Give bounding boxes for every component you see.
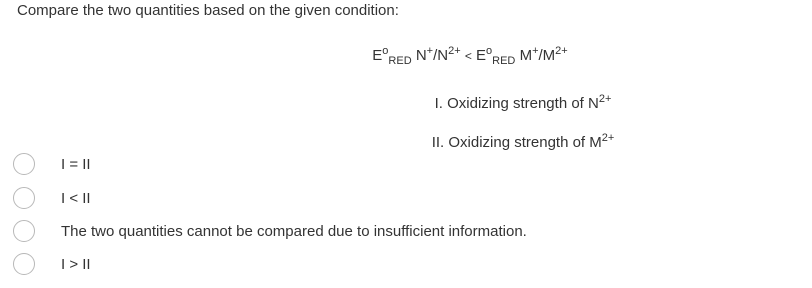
left-e: E bbox=[372, 47, 383, 64]
option-less-than-radio[interactable] bbox=[13, 187, 35, 209]
left-ion-n: N bbox=[415, 47, 427, 64]
option-equal-radio[interactable] bbox=[13, 153, 35, 175]
comparator-symbol: < bbox=[464, 49, 472, 63]
option-cannot-compare-label: The two quantities cannot be compared due to insufficient information. bbox=[61, 222, 527, 240]
option-less-than[interactable] bbox=[13, 186, 91, 210]
right-slash-m: /M bbox=[538, 47, 556, 64]
option-cannot-compare[interactable] bbox=[13, 219, 527, 243]
right-red-subscript: RED bbox=[492, 55, 516, 67]
statement-two-charge: 2+ bbox=[601, 132, 615, 144]
option-greater-than-radio[interactable] bbox=[13, 253, 35, 275]
left-slash-n: /N bbox=[433, 47, 449, 64]
right-ion-m2-charge: 2+ bbox=[555, 45, 568, 57]
option-greater-than[interactable] bbox=[13, 252, 91, 276]
statement-one-text: I. Oxidizing strength of N bbox=[434, 95, 599, 112]
right-ion-m: M bbox=[519, 47, 533, 64]
left-degree: o bbox=[382, 45, 389, 57]
question-prompt: Compare the two quantities based on the given condition: bbox=[17, 2, 399, 19]
statement-two-text: II. Oxidizing strength of M bbox=[431, 134, 602, 151]
option-greater-than-label: I > II bbox=[61, 255, 91, 273]
option-cannot-compare-radio[interactable] bbox=[13, 220, 35, 242]
option-equal-label: I = II bbox=[61, 155, 91, 173]
option-less-than-label: I < II bbox=[61, 189, 91, 207]
right-ion-m-charge: + bbox=[532, 45, 539, 57]
left-red-subscript: RED bbox=[388, 55, 412, 67]
statement-one bbox=[0, 88, 812, 115]
left-ion-n-charge: + bbox=[426, 45, 434, 57]
right-degree: o bbox=[486, 45, 493, 57]
option-equal[interactable] bbox=[13, 152, 91, 176]
condition-equation bbox=[0, 40, 812, 72]
left-ion-n2-charge: 2+ bbox=[448, 45, 461, 57]
right-e: E bbox=[476, 47, 487, 64]
statement-one-charge: 2+ bbox=[598, 93, 612, 105]
statement-two bbox=[0, 127, 812, 154]
